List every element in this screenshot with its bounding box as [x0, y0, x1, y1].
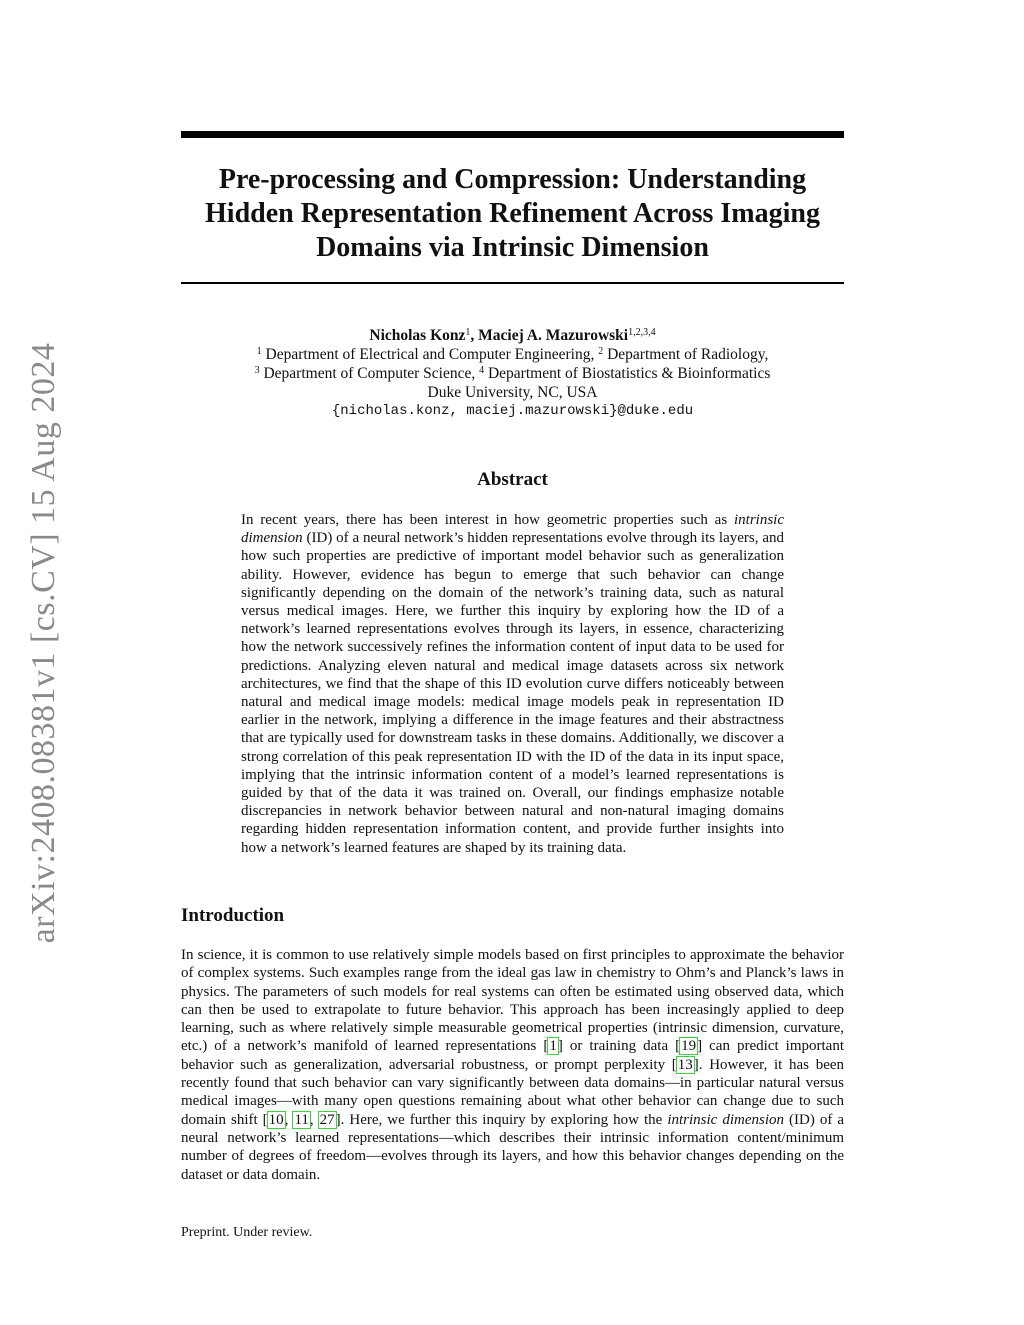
affil-text: Department of Biostatistics & Bioinformatics: [484, 365, 771, 382]
citation-link[interactable]: 1: [549, 1038, 557, 1055]
citation-separator: ,: [309, 1111, 319, 1128]
paper-title: Pre-processing and Compression: Understanding Hidden Representation Refinement Across Imaging Domains via Intrinsic Dimension: [205, 164, 820, 263]
intro-text-part: ] or training data [: [557, 1038, 681, 1055]
affil-marker: 2: [598, 346, 604, 357]
citation-link[interactable]: 13: [677, 1056, 693, 1073]
citation-link[interactable]: 11: [294, 1111, 309, 1128]
abstract-text: [241, 511, 784, 857]
intro-text-part: ]. Here, we further this inquiry by exploring how the: [335, 1111, 668, 1128]
citation-link[interactable]: 19: [681, 1038, 697, 1055]
author-names: [181, 326, 844, 345]
affil-text: Department of Computer Science,: [259, 365, 480, 382]
author-1-name: Nicholas Konz: [369, 327, 466, 344]
intro-text-part: In science, it is common to use relatively simple models based on first principles to approximate the behavior of complex systems. Such examples range from the ideal gas law in chemistry to Ohm’s and Planck’s laws in physics. The parameters of such models for real systems can often be estimated using observed data, which can then be used to extrapolate to future behavior. This approach has been increasingly applied to deep learning, such as where relatively simple measurable geometrical properties (intrinsic dimension, curvature, etc.) of a network’s manifold of learned representations [: [181, 947, 844, 1055]
citation-separator: ,: [284, 1111, 294, 1128]
title-bottom-rule: [181, 282, 844, 284]
affiliation-line-1: [181, 345, 844, 364]
abstract-part: (ID) of a neural network’s hidden representations evolve through its layers, and how such properties are predictive of important model behavior such as generalization ability. However, evidence has begun to emerge that such behavior can change significantly depending on the domain of the network’s training data, such as natural versus medical images. Here, we further this inquiry by exploring how the ID of a network’s learned representations evolves through its layers, in essence, characterizing how the network successively refines the information content of input data to be used for predictions. Analyzing eleven natural and medical image datasets across six network architectures, we find that the shape of this ID evolution curve differs noticeably between natural and medical image models: medical image models peak in representation ID earlier in the network, implying a difference in the image features and their abstractness that are typically used for downstream tasks in these domains. Additionally, we discover a strong correlation of this peak representation ID with the ID of the data in its input space, implying that the intrinsic information content of a model’s learned representations is guided by that of the data it was trained on. Overall, our findings emphasize notable discrepancies in network behavior between natural and non-natural imaging domains regarding hidden representation information content, and provide further insights into how a network’s learned features are shaped by its training data.: [241, 530, 784, 856]
author-1-affil: 1: [465, 327, 471, 338]
author-emails: {nicholas.konz, maciej.mazurowski}@duke.edu: [331, 403, 694, 419]
affil-marker: 1: [256, 346, 262, 357]
introduction-text: [181, 946, 844, 1184]
abstract-emphasis: intrinsic dimension: [241, 512, 784, 547]
affiliation-line-2: [181, 364, 844, 383]
affiliation-location: Duke University, NC, USA: [427, 384, 598, 401]
introduction-heading: Introduction: [181, 905, 285, 926]
author-2-name: Maciej A. Mazurowski: [478, 327, 629, 344]
author-block: [181, 326, 844, 421]
intro-text-part: (ID) of a neural network’s learned representations—which describes their intrinsic information content/minimum number of degrees of freedom—evolves through its layers, and how this behavior changes depending on the dataset or data domain.: [181, 1111, 845, 1183]
abstract-part: In recent years, there has been interest in how geometric properties such as: [241, 512, 734, 528]
affil-text: Department of Electrical and Computer Engineering,: [261, 346, 599, 363]
title-top-rule: [181, 131, 844, 138]
intro-text-part: ]. However, it has been recently found that such behavior can vary significantly between data domains—in particular natural versus medical images—with many open questions remaining about what other behavior can change due to such domain shift [: [181, 1056, 845, 1128]
intro-text-part: ] can predict important behavior such as generalization, adversarial robustness, or prompt perplexity [: [181, 1038, 844, 1073]
preprint-footer: Preprint. Under review.: [181, 1225, 313, 1240]
affil-marker: 3: [254, 365, 260, 376]
citation-link[interactable]: 27: [319, 1111, 335, 1128]
author-separator: ,: [470, 327, 479, 344]
citation-link[interactable]: 10: [268, 1111, 284, 1128]
arxiv-identifier-stamp: arXiv:2408.08381v1 [cs.CV] 15 Aug 2024: [25, 342, 62, 944]
intro-emphasis: intrinsic dimension: [667, 1111, 785, 1128]
affil-text: Department of Radiology,: [603, 346, 769, 363]
author-2-affil: 1,2,3,4: [628, 327, 656, 338]
affil-marker: 4: [479, 365, 485, 376]
abstract-heading: Abstract: [477, 469, 548, 490]
